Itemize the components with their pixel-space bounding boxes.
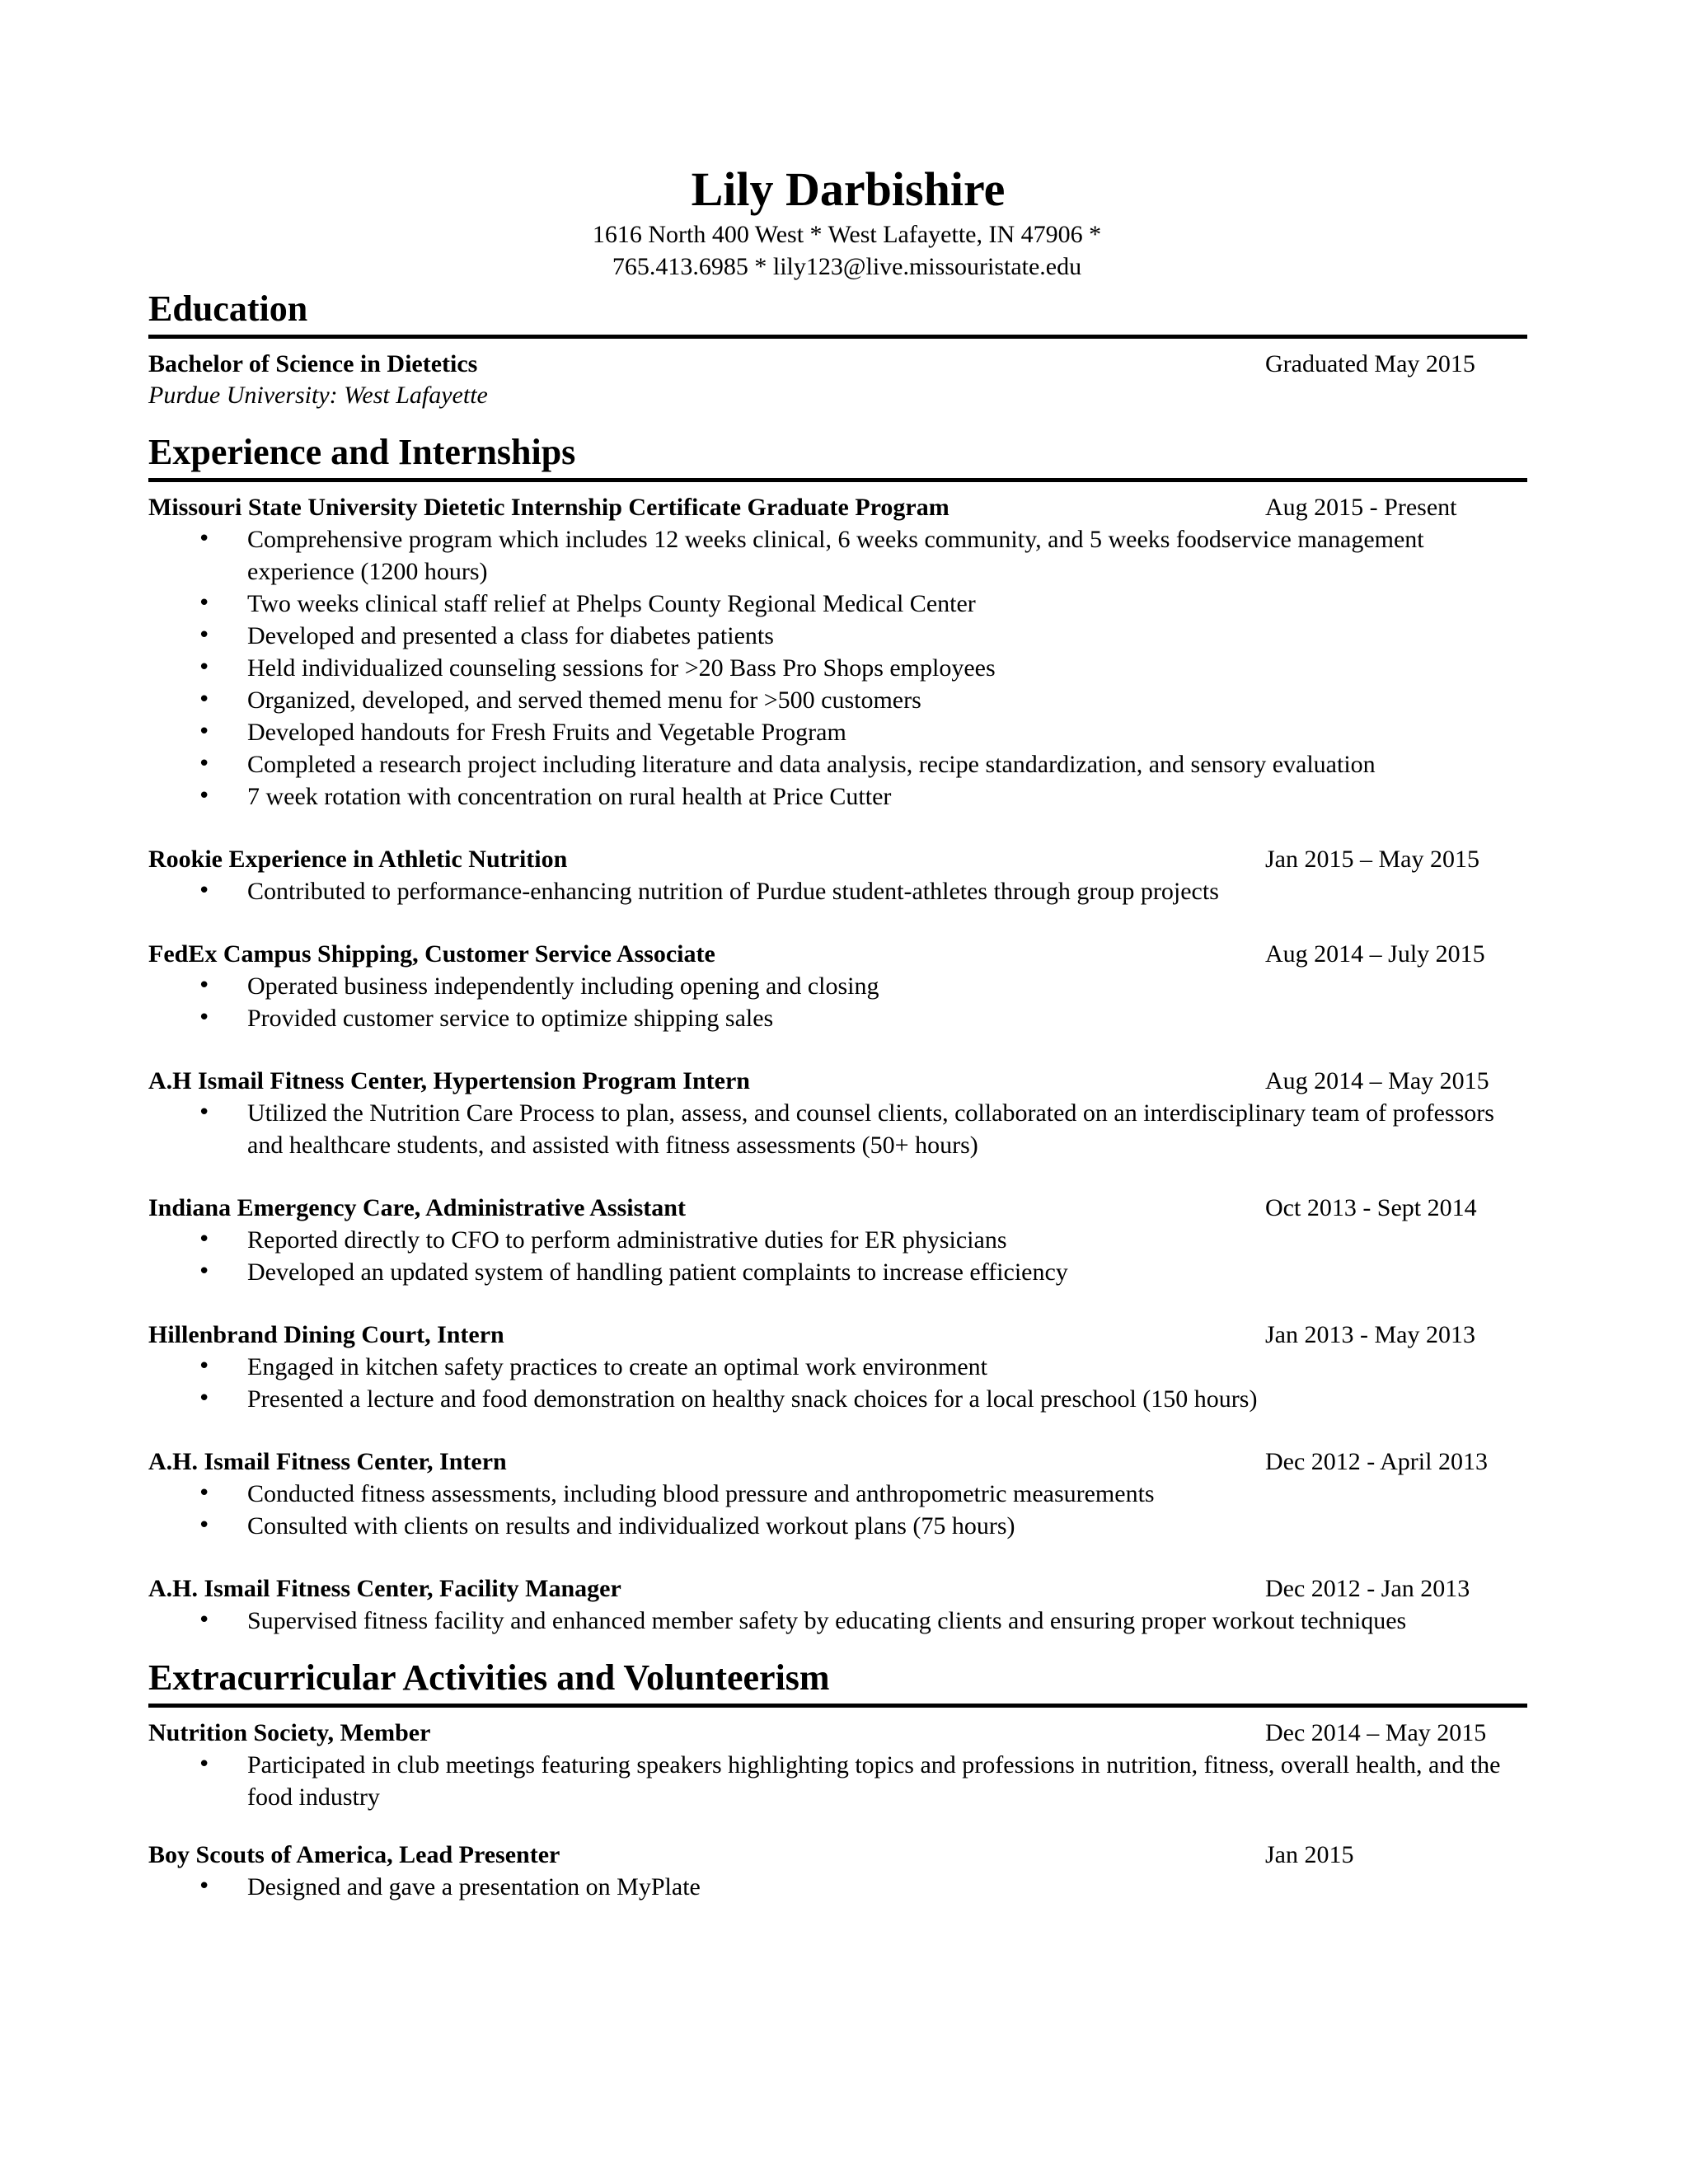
entry xyxy=(148,939,1525,1034)
bullet-item: • Two weeks clinical staff relief at Phelps County Regional Medical Center xyxy=(148,588,1508,620)
entry-date: Jan 2015 – May 2015 xyxy=(1265,846,1479,873)
entry-header xyxy=(148,1573,1525,1605)
bullet-item: • Contributed to performance-enhancing nutrition of Purdue student-athletes through group projects xyxy=(148,875,1508,907)
bullet-list xyxy=(148,970,1525,1034)
entry xyxy=(148,1066,1525,1161)
entry-title: A.H. Ismail Fitness Center, Facility Manager xyxy=(148,1575,621,1602)
entry-title: Hillenbrand Dining Court, Intern xyxy=(148,1321,504,1348)
entry xyxy=(148,1319,1525,1415)
bullet-item: • Developed and presented a class for diabetes patients xyxy=(148,620,1508,652)
bullet-list xyxy=(148,1871,1525,1903)
address-line: 1616 North 400 West * West Lafayette, IN 47906 * xyxy=(592,221,1102,248)
extracurricular-heading: Extracurricular Activities and Volunteerism xyxy=(148,1657,830,1698)
entry-date: Aug 2015 - Present xyxy=(1265,494,1457,521)
experience-section xyxy=(148,428,1525,1637)
entry-date: Jan 2013 - May 2013 xyxy=(1265,1321,1475,1348)
entry-date: Dec 2012 - April 2013 xyxy=(1265,1448,1488,1475)
bullet-item: • Comprehensive program which includes 12 weeks clinical, 6 weeks community, and 5 weeks foodservice management experience (1200 hours) xyxy=(148,523,1508,588)
bullet-item: • Designed and gave a presentation on MyPlate xyxy=(148,1871,1508,1903)
entry xyxy=(148,1446,1525,1542)
education-heading: Education xyxy=(148,288,308,329)
bullet-item: • Completed a research project including literature and data analysis, recipe standardization, and sensory evaluation xyxy=(148,748,1508,780)
bullet-item: • Developed handouts for Fresh Fruits and Vegetable Program xyxy=(148,716,1508,748)
degree-title: Bachelor of Science in Dietetics xyxy=(148,350,478,377)
bullet-item: • Reported directly to CFO to perform administrative duties for ER physicians xyxy=(148,1224,1508,1256)
entry-header xyxy=(148,1840,1525,1871)
graduation-date: Graduated May 2015 xyxy=(1265,350,1475,377)
bullet-item: • 7 week rotation with concentration on rural health at Price Cutter xyxy=(148,780,1508,813)
entry xyxy=(148,844,1525,907)
bullet-item: • Held individualized counseling sessions for >20 Bass Pro Shops employees xyxy=(148,652,1508,684)
section-divider xyxy=(148,335,1527,339)
entry xyxy=(148,1718,1525,1813)
entry-header xyxy=(148,939,1525,970)
entry-date: Dec 2012 - Jan 2013 xyxy=(1265,1575,1470,1602)
education-entry-header xyxy=(148,349,1525,380)
bullet-item: • Consulted with clients on results and individualized workout plans (75 hours) xyxy=(148,1510,1508,1542)
entry-date: Aug 2014 – July 2015 xyxy=(1265,940,1485,968)
section-divider xyxy=(148,478,1527,482)
entry-title: Rookie Experience in Athletic Nutrition xyxy=(148,846,568,873)
entry-header xyxy=(148,1446,1525,1478)
bullet-item: • Utilized the Nutrition Care Process to plan, assess, and counsel clients, collaborated on an interdisciplinary team of professors and healthcare students, and assisted with fitness assessments (50+ hours) xyxy=(148,1097,1508,1161)
entry xyxy=(148,492,1525,813)
bullet-item: • Organized, developed, and served themed menu for >500 customers xyxy=(148,684,1508,716)
bullet-list xyxy=(148,875,1525,907)
bullet-item: • Provided customer service to optimize shipping sales xyxy=(148,1002,1508,1034)
bullet-list xyxy=(148,523,1525,813)
candidate-name: Lily Darbishire xyxy=(691,162,1006,216)
school-name: Purdue University: West Lafayette xyxy=(148,382,488,409)
entry-header xyxy=(148,1066,1525,1097)
bullet-list xyxy=(148,1605,1525,1637)
experience-entries xyxy=(148,492,1525,1637)
entry-header xyxy=(148,844,1525,875)
entry-date: Oct 2013 - Sept 2014 xyxy=(1265,1194,1477,1221)
entry-date: Dec 2014 – May 2015 xyxy=(1265,1719,1487,1746)
education-section xyxy=(148,284,1525,411)
experience-heading: Experience and Internships xyxy=(148,432,576,472)
bullet-item: • Developed an updated system of handling patient complaints to increase efficiency xyxy=(148,1256,1508,1288)
bullet-list xyxy=(148,1749,1525,1813)
bullet-list xyxy=(148,1224,1525,1288)
entry-title: Indiana Emergency Care, Administrative Assistant xyxy=(148,1194,686,1221)
extracurricular-entries xyxy=(148,1718,1525,1903)
entry-title: A.H. Ismail Fitness Center, Intern xyxy=(148,1448,507,1475)
entry-date: Aug 2014 – May 2015 xyxy=(1265,1067,1489,1094)
contact-line: 765.413.6985 * lily123@live.missouristate.edu xyxy=(612,253,1082,280)
entry-header xyxy=(148,1193,1525,1224)
extracurricular-section xyxy=(148,1653,1525,1903)
bullet-item: • Participated in club meetings featuring speakers highlighting topics and professions in nutrition, fitness, overall health, and the food industry xyxy=(148,1749,1508,1813)
entry-title: Nutrition Society, Member xyxy=(148,1719,431,1746)
bullet-item: • Presented a lecture and food demonstration on healthy snack choices for a local preschool (150 hours) xyxy=(148,1383,1508,1415)
entry-title: Missouri State University Dietetic Internship Certificate Graduate Program xyxy=(148,494,950,521)
entry-header xyxy=(148,492,1525,523)
section-divider xyxy=(148,1704,1527,1708)
resume-page xyxy=(148,161,1525,1903)
entry-header xyxy=(148,1718,1525,1749)
entry-title: Boy Scouts of America, Lead Presenter xyxy=(148,1841,560,1868)
entry-title: A.H Ismail Fitness Center, Hypertension Program Intern xyxy=(148,1067,750,1094)
entry-header xyxy=(148,1319,1525,1351)
bullet-item: • Supervised fitness facility and enhanced member safety by educating clients and ensuring proper workout techniques xyxy=(148,1605,1508,1637)
entry xyxy=(148,1573,1525,1637)
bullet-item: • Conducted fitness assessments, including blood pressure and anthropometric measurements xyxy=(148,1478,1508,1510)
entry xyxy=(148,1840,1525,1903)
entry xyxy=(148,1193,1525,1288)
bullet-item: • Operated business independently including opening and closing xyxy=(148,970,1508,1002)
entry-title: FedEx Campus Shipping, Customer Service Associate xyxy=(148,940,715,968)
bullet-item: • Engaged in kitchen safety practices to create an optimal work environment xyxy=(148,1351,1508,1383)
bullet-list xyxy=(148,1351,1525,1415)
bullet-list xyxy=(148,1097,1525,1161)
bullet-list xyxy=(148,1478,1525,1542)
entry-date: Jan 2015 xyxy=(1265,1841,1354,1868)
